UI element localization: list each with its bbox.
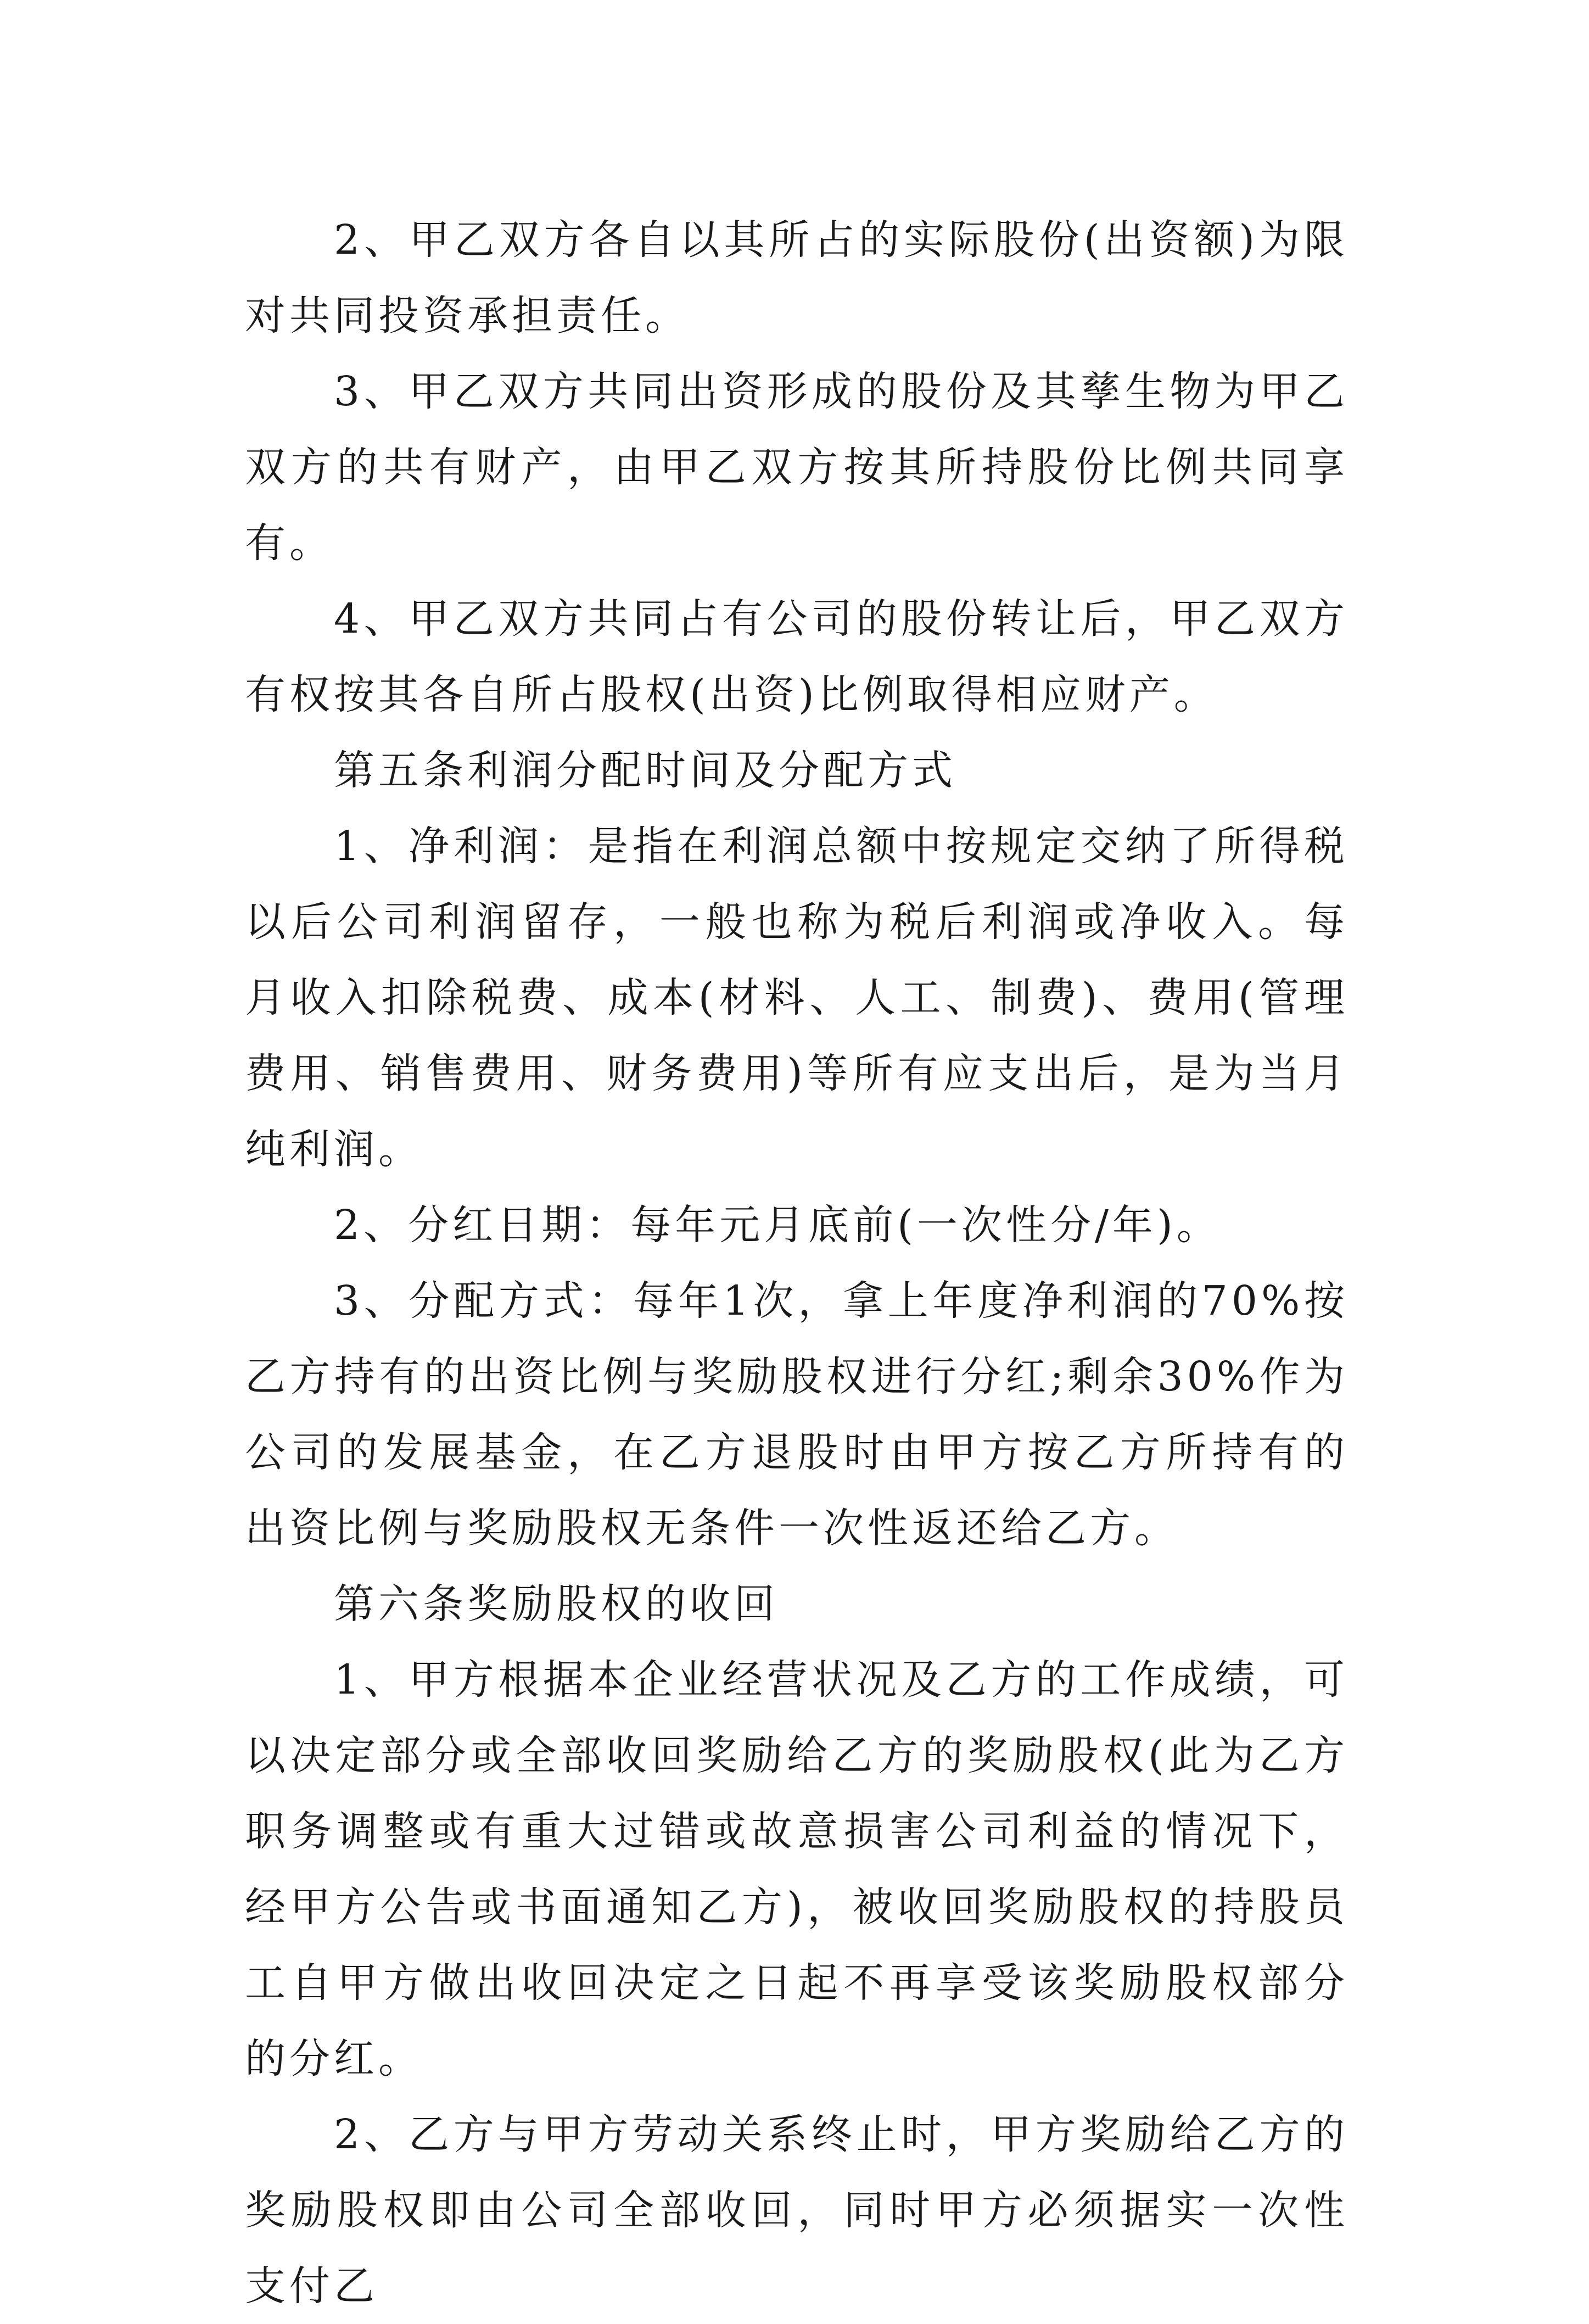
clause-paragraph: 3、甲乙双方共同出资形成的股份及其孳生物为甲乙双方的共有财产，由甲乙双方按其所持股份比例共同享有。 [245,368,1349,567]
clause-paragraph: 2、乙方与甲方劳动关系终止时，甲方奖励给乙方的奖励股权即由公司全部收回，同时甲方必须据实一次性支付乙 [245,2111,1349,2310]
clause-paragraph: 2、分红日期：每年元月底前(一次性分/年)。 [334,1202,1221,1249]
clause-paragraph: 4、甲乙双方共同占有公司的股份转让后，甲乙双方有权按其各自所占股权(出资)比例取得相应财产。 [245,595,1349,718]
clause-paragraph: 1、甲方根据本企业经营状况及乙方的工作成绩，可以决定部分或全部收回奖励给乙方的奖励股权(此为乙方职务调整或有重大过错或故意损害公司利益的情况下，经甲方公告或书面通知乙方)，被收回奖励股权的持股员工自甲方做出收回决定之日起不再享受该奖励股权部分的分红。 [245,1656,1349,2082]
clause-paragraph: 3、分配方式：每年1次，拿上年度净利润的70%按乙方持有的出资比例与奖励股权进行分红;剩余30%作为公司的发展基金，在乙方退股时由甲方按乙方所持有的出资比例与奖励股权无条件一次性返还给乙方。 [245,1277,1349,1552]
clause-paragraph: 2、甲乙双方各自以其所占的实际股份(出资额)为限对共同投资承担责任。 [245,216,1349,339]
document-body [245,202,1349,2324]
clause-paragraph: 1、净利润：是指在利润总额中按规定交纳了所得税以后公司利润留存，一般也称为税后利润或净收入。每月收入扣除税费、成本(材料、人工、制费)、费用(管理费用、销售费用、财务费用)等所有应支出后，是为当月纯利润。 [245,823,1349,1173]
article-heading: 第六条奖励股权的收回 [334,1580,779,1628]
article-heading: 第五条利润分配时间及分配方式 [334,747,956,794]
